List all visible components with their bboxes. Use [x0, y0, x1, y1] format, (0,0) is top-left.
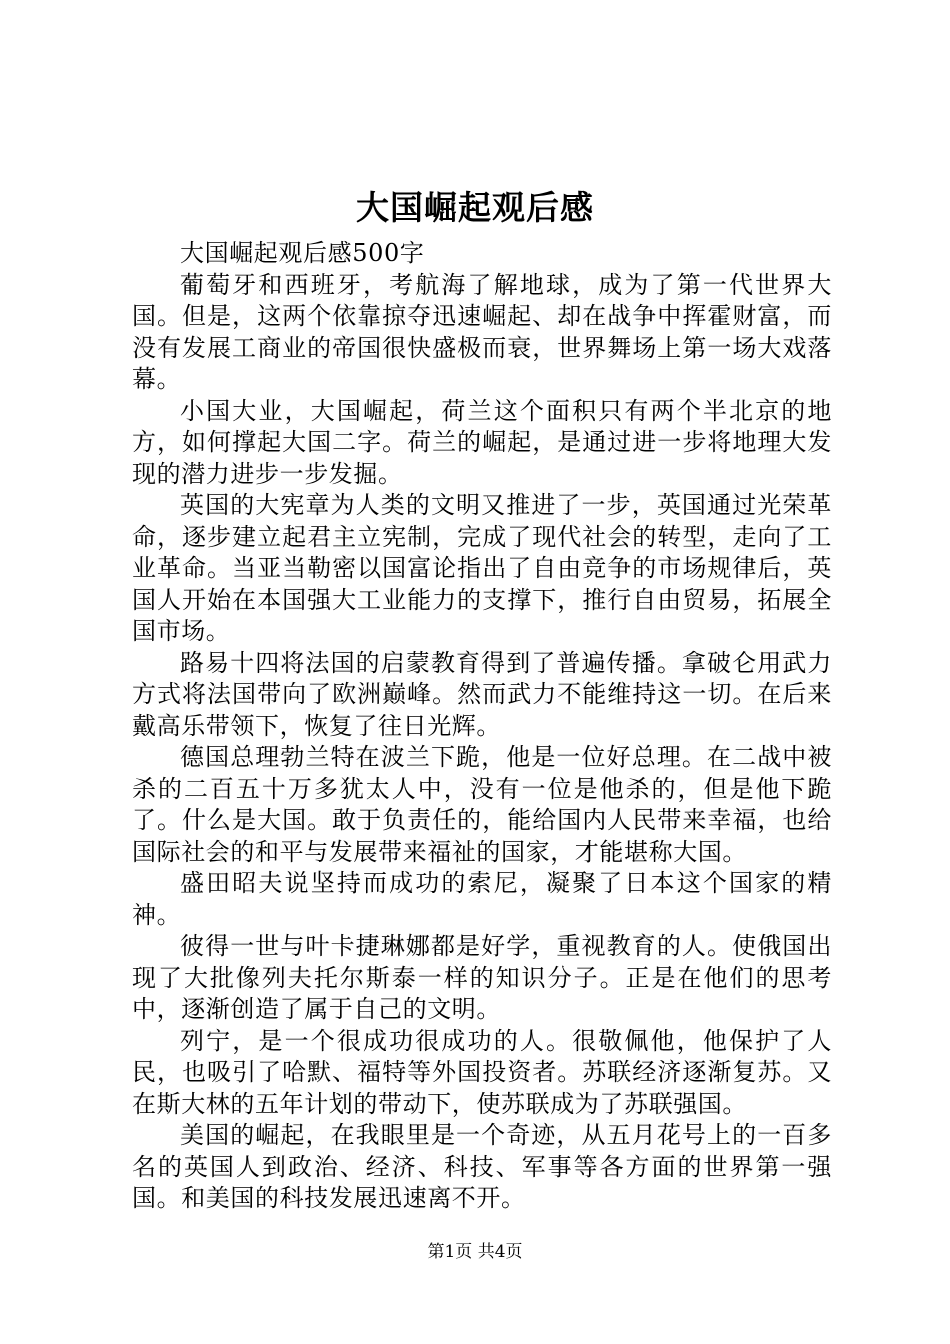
paragraph: 小国大业，大国崛起，荷兰这个面积只有两个半北京的地方，如何撑起大国二字。荷兰的崛起，是通过进一步将地理大发现的潜力进步一步发掘。 [132, 396, 832, 488]
paragraph: 列宁，是一个很成功很成功的人。很敬佩他，他保护了人民，也吸引了哈默、福特等外国投资者。苏联经济逐渐复苏。又在斯大林的五年计划的带动下，使苏联成为了苏联强国。 [132, 1026, 832, 1118]
paragraph: 美国的崛起，在我眼里是一个奇迹，从五月花号上的一百多名的英国人到政治、经济、科技、军事等各方面的世界第一强国。和美国的科技发展迅速离不开。 [132, 1121, 832, 1212]
paragraph: 彼得一世与叶卡捷琳娜都是好学，重视教育的人。使俄国出现了大批像列夫托尔斯泰一样的知识分子。正是在他们的思考中，逐渐创造了属于自己的文明。 [132, 932, 832, 1023]
paragraph: 葡萄牙和西班牙，考航海了解地球，成为了第一代世界大国。但是，这两个依靠掠夺迅速崛起、却在战争中挥霍财富，而没有发展工商业的帝国很快盛极而衰，世界舞场上第一场大戏落幕。 [132, 270, 832, 393]
document-title: 大国崛起观后感 [356, 188, 594, 227]
paragraph: 大国崛起观后感500字 [180, 239, 425, 267]
paragraph: 英国的大宪章为人类的文明又推进了一步，英国通过光荣革命，逐步建立起君主立宪制，完成了现代社会的转型，走向了工业革命。当亚当勒密以国富论指出了自由竞争的市场规律后，英国人开始在本国强大工业能力的支撑下，推行自由贸易，拓展全国市场。 [132, 491, 832, 645]
paragraph: 德国总理勃兰特在波兰下跪，他是一位好总理。在二战中被杀的二百五十万多犹太人中，没有一位是他杀的，但是他下跪了。什么是大国。敢于负责任的，能给国内人民带来幸福，也给国际社会的和平与发展带来福祉的国家，才能堪称大国。 [132, 743, 832, 866]
paragraph: 盛田昭夫说坚持而成功的索尼，凝聚了日本这个国家的精神。 [132, 869, 832, 929]
paragraph: 路易十四将法国的启蒙教育得到了普遍传播。拿破仑用武力方式将法国带向了欧洲巅峰。然而武力不能维持这一切。在后来戴高乐带领下，恢复了往日光辉。 [132, 648, 832, 740]
document-body [132, 238, 832, 1215]
page-footer: 第1页 共4页 [427, 1242, 523, 1262]
